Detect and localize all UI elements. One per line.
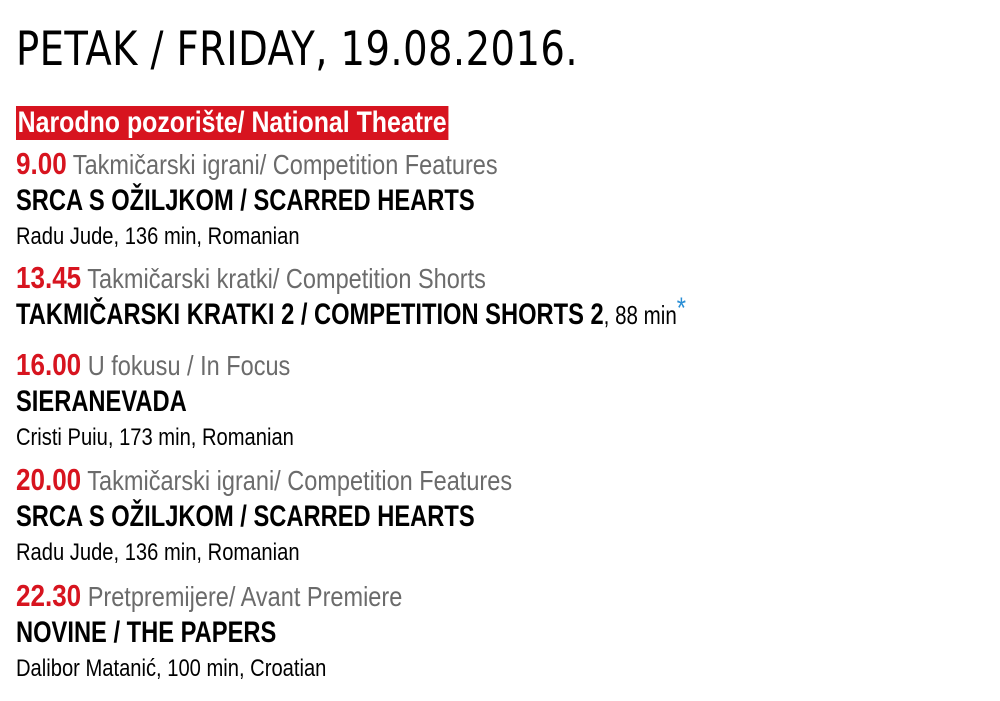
film-info: Dalibor Matanić, 100 min, Croatian — [16, 655, 327, 682]
time-line — [16, 260, 831, 296]
film-title-line — [16, 182, 782, 220]
asterisk-marker: * — [676, 292, 686, 325]
film-info: Radu Jude, 136 min, Romanian — [16, 223, 300, 250]
screening-category: Pretpremijere/ Avant Premiere — [87, 581, 403, 612]
time-line — [16, 578, 831, 614]
time-line — [16, 462, 831, 498]
film-title: TAKMIČARSKI KRATKI 2 / COMPETITION SHORTS 2 — [16, 298, 604, 331]
film-title: SRCA S OŽILJKOM / SCARRED HEARTS — [16, 184, 475, 217]
screening-time: 20.00 — [16, 462, 82, 497]
film-title-line — [16, 383, 782, 421]
time-line — [16, 146, 831, 182]
screening-time: 13.45 — [16, 260, 82, 295]
film-title: NOVINE / THE PAPERS — [16, 616, 277, 649]
film-title: SRCA S OŽILJKOM / SCARRED HEARTS — [16, 500, 475, 533]
screening-time: 22.30 — [16, 578, 82, 613]
film-info: Cristi Puiu, 173 min, Romanian — [16, 424, 294, 451]
film-title-line — [16, 498, 782, 536]
film-title-line — [16, 292, 782, 334]
venue-banner: Narodno pozorište/ National Theatre — [17, 106, 447, 139]
screening-entry — [16, 347, 986, 455]
screening-category: Takmičarski kratki/ Competition Shorts — [87, 263, 486, 294]
time-line — [16, 347, 831, 383]
screening-entry — [16, 260, 986, 334]
screening-entry — [16, 578, 986, 686]
screening-category: U fokusu / In Focus — [87, 350, 291, 381]
screening-time: 9.00 — [16, 146, 67, 181]
screening-entry — [16, 462, 986, 570]
screening-category: Takmičarski igrani/ Competition Features — [72, 149, 498, 180]
screening-category: Takmičarski igrani/ Competition Features — [87, 465, 513, 496]
schedule-page — [16, 0, 986, 701]
film-title: SIERANEVADA — [16, 385, 187, 418]
film-title-line — [16, 614, 782, 652]
day-title: PETAK / FRIDAY, 19.08.2016. — [16, 22, 578, 77]
screening-entry — [16, 146, 986, 254]
film-duration: , 88 min — [603, 300, 677, 330]
screening-time: 16.00 — [16, 347, 82, 382]
film-info: Radu Jude, 136 min, Romanian — [16, 539, 300, 566]
